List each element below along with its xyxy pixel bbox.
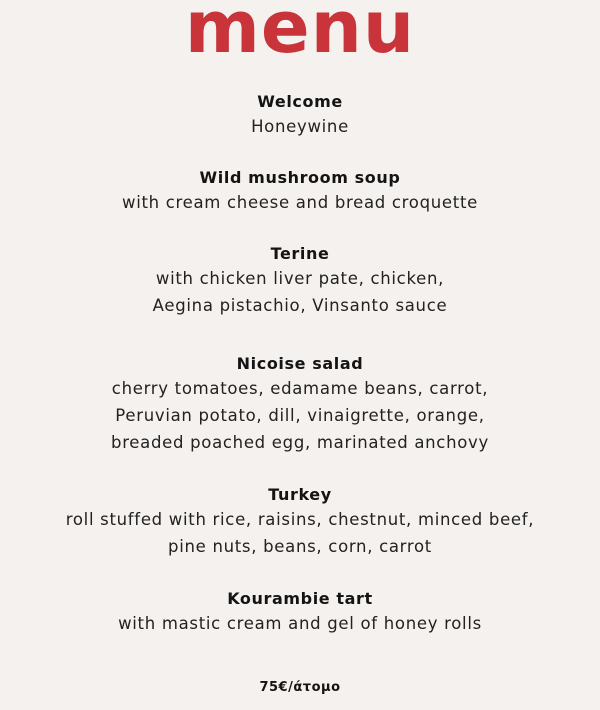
course-turkey (0, 484, 600, 560)
course-description-line: Honeywine (251, 117, 349, 136)
course-name: Nicoise salad (236, 354, 364, 373)
course-description-line: cherry tomatoes, edamame beans, carrot, (111, 379, 489, 398)
course-description-line: roll stuffed with rice, raisins, chestnut, minced beef, (65, 510, 535, 529)
course-description-line: with chicken liver pate, chicken, (155, 269, 445, 288)
course-welcome (0, 91, 600, 140)
course-kourambie-tart (0, 588, 600, 637)
price-per-person: 75€/άτομο (259, 680, 341, 695)
course-wild-mushroom-soup (0, 167, 600, 216)
course-description (0, 189, 600, 216)
course-description-line: Peruvian potato, dill, vinaigrette, orange, (115, 406, 485, 425)
course-description-line: Aegina pistachio, Vinsanto sauce (152, 296, 448, 315)
course-description (0, 610, 600, 637)
menu-title: menu (184, 0, 416, 69)
course-name: Kourambie tart (227, 589, 373, 608)
course-description (0, 113, 600, 140)
course-description-line: pine nuts, beans, corn, carrot (168, 537, 432, 556)
course-name: Wild mushroom soup (199, 168, 401, 187)
course-nicoise-salad (0, 353, 600, 456)
course-description (0, 265, 600, 319)
course-name: Welcome (257, 92, 343, 111)
course-description-line: with mastic cream and gel of honey rolls (118, 614, 482, 633)
course-description-line: with cream cheese and bread croquette (122, 193, 478, 212)
course-description (0, 375, 600, 456)
course-name: Terine (270, 244, 330, 263)
course-name: Turkey (268, 485, 332, 504)
course-description-line: breaded poached egg, marinated anchovy (111, 433, 489, 452)
course-terine (0, 243, 600, 319)
course-description (0, 506, 600, 560)
